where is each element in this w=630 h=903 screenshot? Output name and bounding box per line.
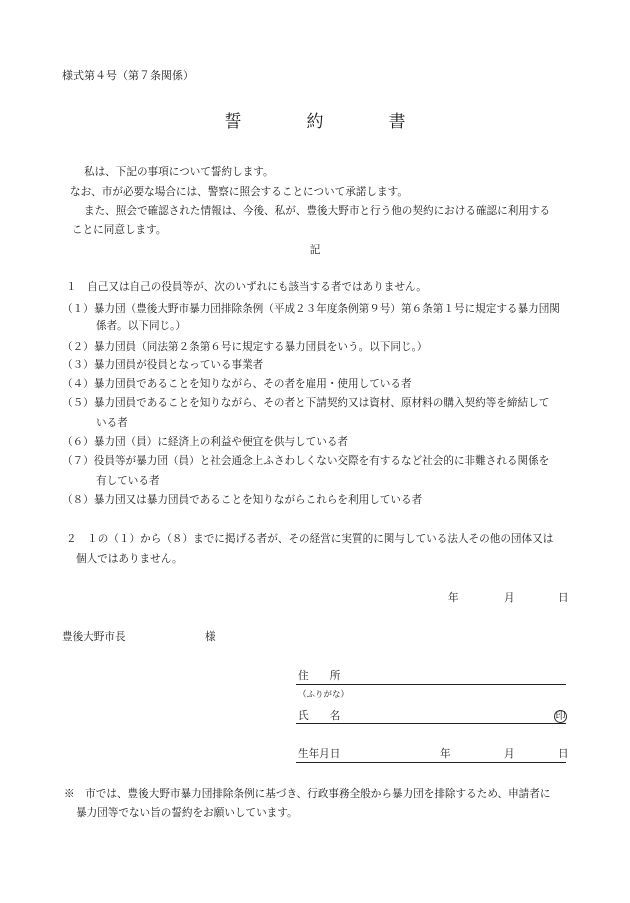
seal-mark-icon: 印 — [555, 711, 566, 722]
item-7-line-1: （７）役員等が暴力団（員）と社会通念上ふさわしくない交際を有するなど社会的に非難される関係を — [62, 455, 550, 467]
item-4: （４）暴力団員であることを知りながら、その者を雇用・使用している者 — [62, 378, 412, 390]
birthdate-field-line[interactable] — [296, 762, 566, 763]
item-8: （８）暴力団又は暴力団員であることを知りながらこれらを利用している者 — [62, 494, 423, 506]
document-title: 誓 約 書 — [224, 112, 430, 132]
date-month: 月 — [504, 592, 515, 604]
birth-month: 月 — [504, 748, 515, 760]
item-5-line-2: いる者 — [96, 417, 128, 429]
ki-label: 記 — [309, 244, 321, 256]
item-1-line-2: 係者。以下同じ。） — [96, 320, 187, 332]
note-line-2: 暴力団等でない旨の誓約をお願いしています。 — [76, 807, 298, 819]
addressee-name: 豊後大野市長 — [62, 631, 126, 643]
note-line-1: ※ 市では、豊後大野市暴力団排除条例に基づき、行政事務全般から暴力団を排除するため、申請者に — [64, 788, 551, 800]
section2-line-2: 個人ではありません。 — [76, 553, 183, 565]
birthdate-label: 生年月日 — [298, 748, 341, 760]
item-2: （２）暴力団員（同法第２条第６号に規定する暴力団員をいう。以下同じ。） — [62, 341, 428, 353]
item-1-line-1: （１）暴力団（豊後大野市暴力団排除条例（平成２３年度条例第９号）第６条第１号に規定する暴力団関 — [62, 303, 560, 315]
intro-line-1: 私は、下記の事項について誓約します。 — [84, 166, 274, 178]
date-day: 日 — [558, 592, 569, 604]
item-5-line-1: （５）暴力団員であることを知りながら、その者と下請契約又は資材、原材料の購入契約等を締結して — [62, 397, 550, 409]
name-label: 氏 名 — [298, 710, 341, 722]
name-field-line[interactable] — [296, 723, 566, 724]
birth-year: 年 — [440, 748, 451, 760]
furigana-label: （ふりがな） — [298, 690, 350, 700]
item-6: （６）暴力団（員）に経済上の利益や便宜を供与している者 — [62, 436, 349, 448]
intro-line-4: ことに同意します。 — [72, 224, 167, 236]
section2-line-1: ２ １の（１）から（８）までに掲げる者が、その経営に実質的に関与している法人その他の団体又は — [66, 533, 554, 545]
date-year: 年 — [448, 592, 459, 604]
birth-day: 日 — [558, 748, 569, 760]
addressee-honorific: 様 — [205, 631, 216, 643]
form-number: 様式第４号（第７条関係） — [62, 69, 194, 82]
item-3: （３）暴力団員が役員となっている事業者 — [62, 359, 264, 371]
intro-line-3: また、照会で確認された情報は、今後、私が、豊後大野市と行う他の契約における確認に利用する — [84, 205, 551, 217]
address-label: 住 所 — [298, 670, 341, 682]
section1-heading: １ 自己又は自己の役員等が、次のいずれにも該当する者ではありません。 — [66, 281, 427, 293]
address-field-line[interactable] — [296, 684, 566, 685]
item-7-line-2: 有している者 — [96, 475, 160, 487]
intro-line-2: なお、市が必要な場合には、警察に照会することについて承諾します。 — [70, 186, 408, 198]
